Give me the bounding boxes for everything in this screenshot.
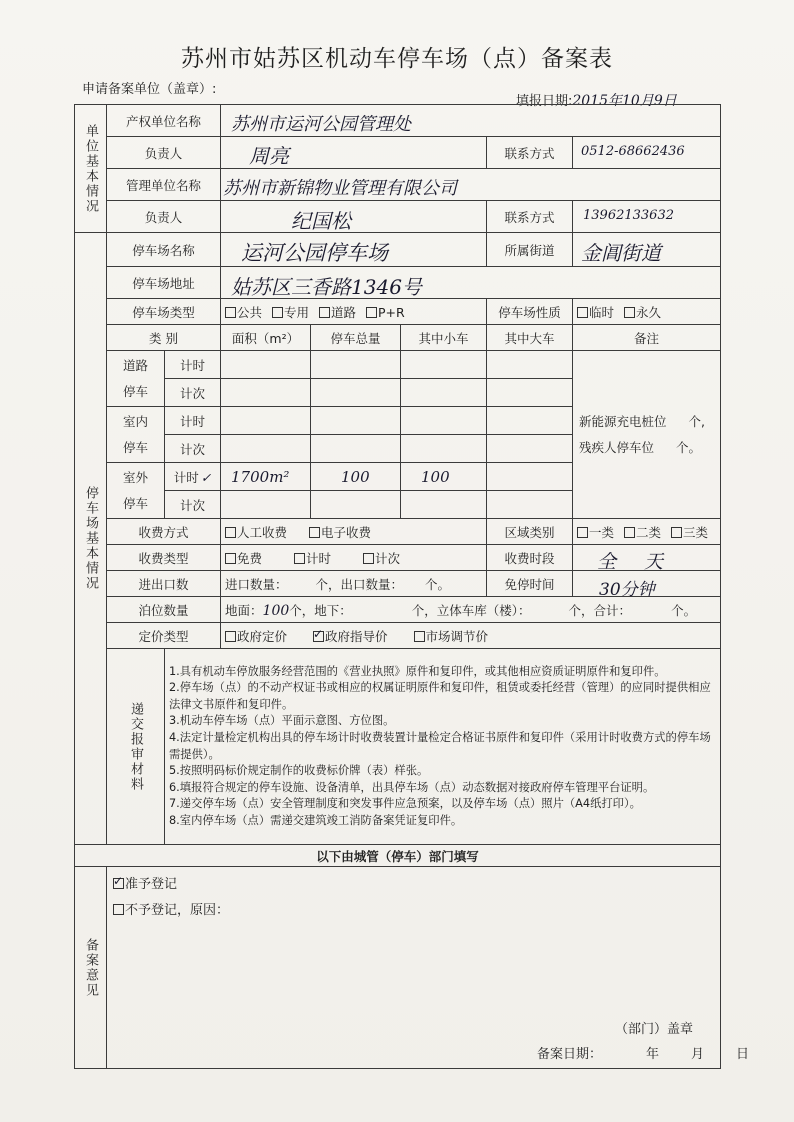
manage-person-label: 负责人 [107,201,221,233]
group-road: 道路停车 [107,351,165,407]
manage-contact-value: 13962133632 [583,208,674,223]
owner-contact-value: 0512-68662436 [581,144,685,159]
road-timed-large[interactable] [487,351,573,379]
applicant-label: 申请备案单位（盖章）: [82,82,217,97]
road-timed-label: 计时 [165,351,221,379]
owner-unit-label: 产权单位名称 [107,105,221,137]
form-title: 苏州市姑苏区机动车停车场（点）备案表 [181,46,613,72]
indoor-timed-large[interactable] [487,407,573,435]
material-item: 4.法定计量检定机构出具的停车场计时收费装置计量检定合格证书原件和复印件（采用计时收费方式的停车场需提供）。 [169,730,711,761]
manual-fee-option[interactable]: 人工收费 [225,525,287,540]
fee-type-label: 收费类型 [107,545,221,571]
lot-type-label: 停车场类型 [107,299,221,325]
zone-class3-option[interactable]: 三类 [671,525,708,540]
large-car-header: 其中大车 [487,325,573,351]
outdoor-count-total[interactable] [311,491,401,519]
outdoor-timed-label: 计时 ✓ [165,463,221,491]
owner-unit-value: 苏州市运河公园管理处 [231,114,412,135]
outdoor-count-small[interactable] [401,491,487,519]
approve-option[interactable]: ✓准予登记 [113,873,177,892]
indoor-timed-area[interactable] [221,407,311,435]
lot-address-value: 姑苏区三香路1346号 [231,275,422,299]
fee-method-options [221,519,487,545]
small-car-header: 其中小车 [401,325,487,351]
lot-nature-temporary-option[interactable]: 临时 [577,305,614,320]
indoor-timed-label: 计时 [165,407,221,435]
material-item: 6.填报符合规定的停车设施、设备清单，出具停车场（点）动态数据对接政府停车管理平台证明。 [169,780,655,794]
gov-guided-checkmark [313,631,324,642]
group-outdoor: 室外停车 [107,463,165,519]
filing-date: 备案日期： 年 月 日 [537,1047,750,1062]
outdoor-count-area[interactable] [221,491,311,519]
lot-type-options [221,299,487,325]
gov-guided-price-option[interactable]: ✓ 政府指导价 [313,629,388,644]
dept-stamp-label: （部门）盖章 [615,1022,694,1037]
lot-name-value: 运河公园停车场 [241,241,389,265]
manage-unit-field[interactable] [221,169,721,201]
category-header: 类 别 [107,325,221,351]
indoor-count-label: 计次 [165,435,221,463]
pricing-options [221,623,721,649]
road-count-area[interactable] [221,379,311,407]
indoor-count-large[interactable] [487,435,573,463]
fee-period-field[interactable] [573,545,721,571]
zone-class2-option[interactable]: 二类 [624,525,661,540]
reject-option[interactable]: 不予登记，原因： [113,899,229,918]
free-time-label: 免停时间 [487,571,573,597]
section-unit: 单位基本情况 [75,105,107,233]
owner-person-field[interactable] [221,137,487,169]
approve-checkmark [113,878,124,889]
road-count-small[interactable] [401,379,487,407]
indoor-count-total[interactable] [311,435,401,463]
outdoor-timed-small[interactable]: 100 [401,463,487,491]
materials-list [165,649,721,845]
indoor-timed-small[interactable] [401,407,487,435]
berths-field[interactable]: 地面：100个，地下： 个，立体车库（楼）： 个，合计： 个。 [221,597,721,623]
owner-contact-label: 联系方式 [487,137,573,169]
zone-label: 区域类别 [487,519,573,545]
registration-table [74,104,750,1069]
owner-contact-field[interactable] [573,137,721,169]
opinion-area [107,867,750,1069]
section-opinion: 备案意见 [75,867,107,1069]
report-date-label: 填报日期: [516,94,573,109]
material-item: 5.按照明码标价规定制作的收费标价牌（表）样张。 [169,764,429,778]
total-header: 停车总量 [311,325,401,351]
pricing-label: 定价类型 [107,623,221,649]
material-item: 8.室内停车场（点）需递交建筑竣工消防备案凭证复印件。 [169,813,463,827]
lot-nature-options [573,299,721,325]
outdoor-timed-area[interactable]: 1700m² [221,463,311,491]
indoor-count-small[interactable] [401,435,487,463]
fee-method-label: 收费方式 [107,519,221,545]
manage-person-field[interactable] [221,201,487,233]
road-count-total[interactable] [311,379,401,407]
berths-label: 泊位数量 [107,597,221,623]
road-timed-area[interactable] [221,351,311,379]
lot-name-field[interactable] [221,233,487,267]
fee-free-option[interactable]: 免费 [225,551,262,566]
outdoor-count-large[interactable] [487,491,573,519]
outdoor-timed-total[interactable]: 100 [311,463,401,491]
section-lot: 停车场基本情况 [75,233,107,845]
fee-period-label: 收费时段 [487,545,573,571]
remarks-cell [573,351,721,519]
market-price-option[interactable]: 市场调节价 [414,629,489,644]
zone-class1-option[interactable]: 一类 [577,525,614,540]
lot-type-public-option[interactable]: 公共 [225,305,262,320]
section-materials: 递交报审材料 [107,649,165,845]
lot-type-pr-option[interactable]: P+R [366,305,405,320]
group-indoor: 室内停车 [107,407,165,463]
indoor-timed-total[interactable] [311,407,401,435]
road-timed-small[interactable] [401,351,487,379]
fee-count-option[interactable]: 计次 [363,551,400,566]
material-item: 2.停车场（点）的不动产权证书或相应的权属证明原件和复印件，租赁或委托经营（管理）的应同时提供相应法律文书原件和复印件。 [169,681,711,711]
lot-name-label: 停车场名称 [107,233,221,267]
material-item: 7.递交停车场（点）安全管理制度和突发事件应急预案，以及停车场（点）照片（A4纸打印）。 [169,797,641,811]
disabled-space-remark: 残疾人停车位 个。 [579,439,702,455]
manage-contact-field[interactable] [573,201,721,233]
report-date-value: 2015年10月9日 [572,93,677,109]
free-time-value: 30分钟 [599,580,655,600]
owner-person-value: 周亮 [249,144,290,168]
manage-unit-label: 管理单位名称 [107,169,221,201]
fee-period-value: 全天 [597,551,692,573]
berths-ground-value: 100 [262,602,290,619]
manage-unit-value: 苏州市新锦物业管理有限公司 [223,178,458,199]
road-count-label: 计次 [165,379,221,407]
owner-unit-field[interactable] [221,105,721,137]
fee-timed-option[interactable]: 计时 [294,551,331,566]
outdoor-timed-check: ✓ [200,469,212,485]
lot-address-field[interactable] [221,267,721,299]
material-item: 3.机动车停车场（点）平面示意图、方位图。 [169,714,395,728]
lot-nature-permanent-option[interactable]: 永久 [624,305,661,320]
outdoor-timed-large[interactable] [487,463,573,491]
area-header: 面积（m²） [221,325,311,351]
entrances-field[interactable]: 进口数量： 个，出口数量： 个。 [221,571,487,597]
lot-type-road-option[interactable]: 道路 [319,305,356,320]
entrances-label: 进出口数 [107,571,221,597]
manage-contact-label: 联系方式 [487,201,573,233]
remarks-header: 备注 [573,325,721,351]
street-field[interactable] [573,233,721,267]
street-value: 金阊街道 [581,241,662,265]
dept-note: 以下由城管（停车）部门填写 [75,845,721,867]
owner-person-label: 负责人 [107,137,221,169]
zone-options [573,519,721,545]
material-item: 1.具有机动车停放服务经营范围的《营业执照》原件和复印件，或其他相应资质证明原件和复印件。 [169,664,666,678]
ev-charger-remark: 新能源充电桩位 个, [579,413,706,429]
lot-address-label: 停车场地址 [107,267,221,299]
road-timed-total[interactable] [311,351,401,379]
outdoor-count-label: 计次 [165,491,221,519]
gov-fixed-price-option[interactable]: 政府定价 [225,629,287,644]
lot-nature-label: 停车场性质 [487,299,573,325]
electronic-fee-option[interactable]: 电子收费 [309,525,371,540]
fee-type-options [221,545,487,571]
indoor-count-area[interactable] [221,435,311,463]
manage-person-value: 纪国松 [291,209,352,233]
road-count-large[interactable] [487,379,573,407]
lot-type-private-option[interactable]: 专用 [272,305,309,320]
free-time-field[interactable] [573,571,721,600]
street-label: 所属街道 [487,233,573,267]
